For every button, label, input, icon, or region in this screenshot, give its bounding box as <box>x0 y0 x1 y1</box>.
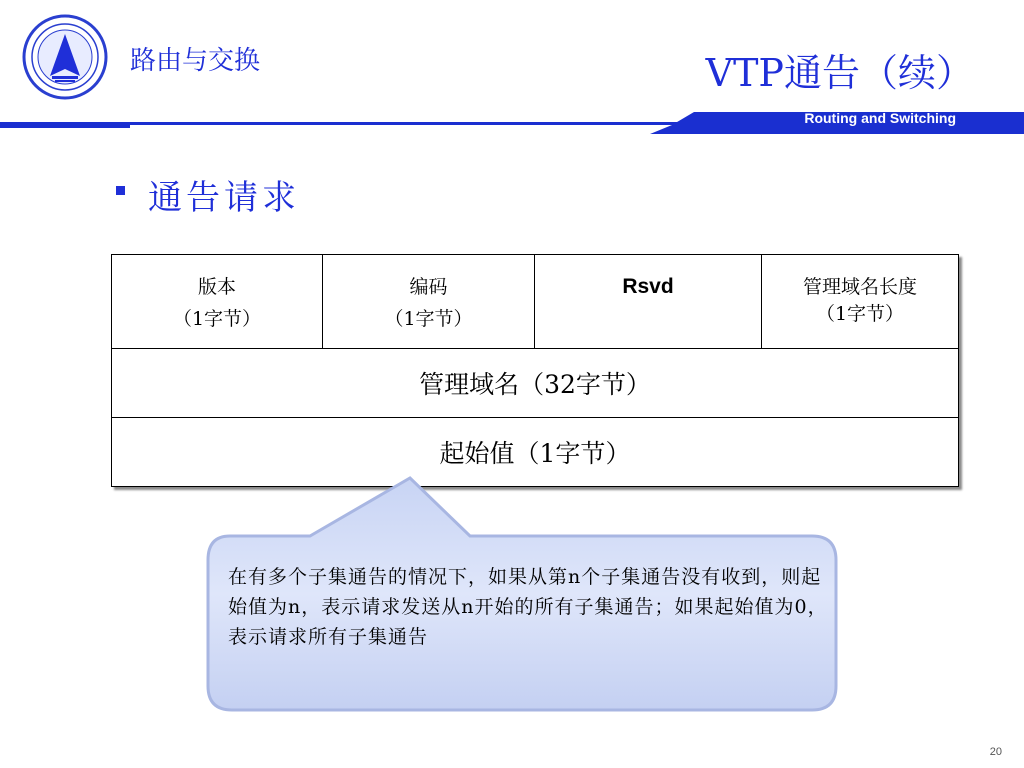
domain-name-length-field: 管理域名长度 （1字节） <box>762 255 959 349</box>
callout-text: 在有多个子集通告的情况下，如果从第n个子集通告没有收到，则起始值为n，表示请求发送从n开始的所有子集通告；如果起始值为0，表示请求所有子集通告 <box>228 566 828 648</box>
rsvd-field: Rsvd <box>535 255 762 349</box>
packet-format-table <box>111 254 959 487</box>
version-field: 版本 （1字节） <box>112 255 323 349</box>
page-number: 20 <box>989 746 1002 758</box>
code-field: 编码 （1字节） <box>323 255 535 349</box>
slide-title: VTP通告（续） <box>705 51 974 95</box>
header-band-text: Routing and Switching <box>804 110 956 126</box>
bullet-heading: 通告请求 <box>148 178 300 218</box>
table-row <box>112 349 959 418</box>
university-logo <box>22 14 108 100</box>
domain-name-field: 管理域名（32字节） <box>112 349 959 418</box>
course-title: 路由与交换 <box>130 46 261 76</box>
start-value-field: 起始值（1字节） <box>112 418 959 487</box>
table-row <box>112 255 959 349</box>
bullet-marker <box>116 186 125 195</box>
